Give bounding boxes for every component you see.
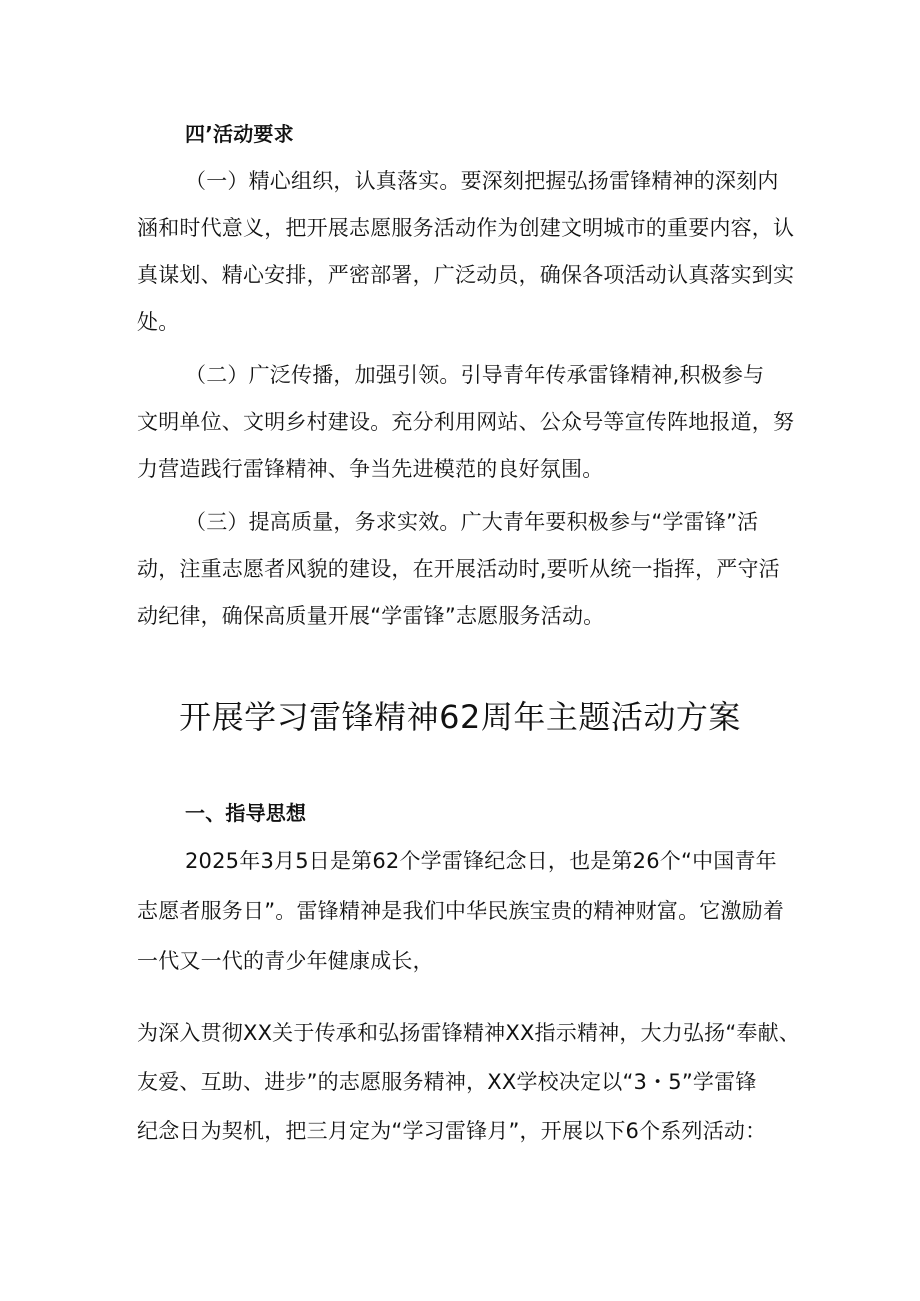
paragraph-line: 志愿者服务日”。雷锋精神是我们中华民族宝贵的精神财富。它激励着: [137, 899, 785, 923]
paragraph-line: 友爱、互助、进步”的志愿服务精神，XX学校决定以“3・5”学雷锋: [137, 1070, 757, 1094]
paragraph-line: 动，注重志愿者风貌的建设，在开展活动时,要听从统一指挥，严守活: [137, 557, 780, 581]
paragraph-line: 纪念日为契机，把三月定为“学习雷锋月”，开展以下6个系列活动：: [137, 1119, 767, 1143]
paragraph-line: 涵和时代意义，把开展志愿服务活动作为创建文明城市的重要内容，认: [137, 216, 795, 240]
paragraph-line: （三）提高质量，务求实效。广大青年要积极参与“学雷锋”活: [185, 510, 759, 534]
paragraph-line: 真谋划、精心安排，严密部署，广泛动员，确保各项活动认真落实到实: [137, 263, 795, 287]
document-title: 开展学习雷锋精神62周年主题活动方案: [179, 698, 741, 736]
paragraph-line: 2025年3月5日是第62个学雷锋纪念日，也是第26个“中国青年: [185, 849, 777, 873]
paragraph-line: （二）广泛传播，加强引领。引导青年传承雷锋精神,积极参与: [185, 363, 765, 387]
paragraph-line: 为深入贯彻XX关于传承和弘扬雷锋精神XX指示精神，大力弘扬“奉献、: [137, 1021, 801, 1045]
paragraph-line: 力营造践行雷锋精神、争当先进模范的良好氛围。: [137, 457, 604, 481]
paragraph-line: （一）精心组织，认真落实。要深刻把握弘扬雷锋精神的深刻内: [185, 169, 779, 193]
paragraph-line: 动纪律，确保高质量开展“学雷锋”志愿服务活动。: [137, 604, 605, 628]
paragraph-line: 一代又一代的青少年健康成长，: [137, 949, 434, 973]
section-heading-guiding-thought: 一、指导思想: [185, 801, 307, 825]
section-heading-requirements: 四’活动要求: [185, 122, 294, 146]
paragraph-line: 处。: [137, 310, 180, 334]
paragraph-line: 文明单位、文明乡村建设。充分利用网站、公众号等宣传阵地报道，努: [137, 410, 795, 434]
